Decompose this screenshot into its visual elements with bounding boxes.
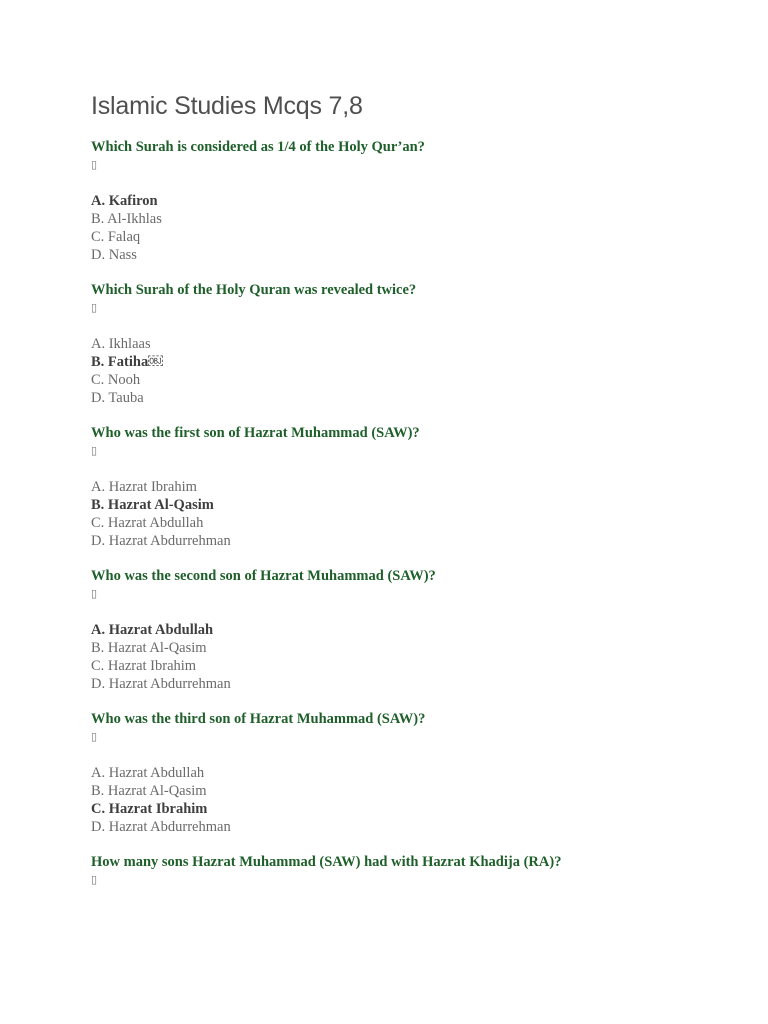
answer-options bbox=[91, 764, 425, 836]
question-text: Which Surah is considered as 1/4 of the Holy Qur’an? bbox=[91, 139, 425, 155]
answer-option: D. Tauba bbox=[91, 390, 144, 406]
answer-option: A. Hazrat Ibrahim bbox=[91, 479, 197, 495]
answer-options bbox=[91, 478, 420, 550]
mcq-item bbox=[91, 424, 420, 550]
answer-options bbox=[91, 192, 425, 264]
placeholder-box-icon: ▯ bbox=[91, 587, 98, 600]
correct-answer-option: C. Hazrat Ibrahim bbox=[91, 801, 208, 817]
mcq-item bbox=[91, 567, 436, 693]
placeholder-box-icon: ▯ bbox=[91, 301, 98, 314]
placeholder-box-icon: ▯ bbox=[91, 730, 98, 743]
placeholder-box-icon: ▯ bbox=[91, 873, 98, 886]
answer-option: C. Falaq bbox=[91, 229, 141, 245]
answer-option: D. Hazrat Abdurrehman bbox=[91, 819, 231, 835]
answer-option: D. Hazrat Abdurrehman bbox=[91, 533, 231, 549]
answer-option: A. Hazrat Abdullah bbox=[91, 765, 205, 781]
answer-option: B. Hazrat Al-Qasim bbox=[91, 640, 207, 656]
answer-options bbox=[91, 621, 436, 693]
answer-option: A. Ikhlaas bbox=[91, 336, 151, 352]
answer-option: C. Hazrat Abdullah bbox=[91, 515, 204, 531]
answer-option: C. Hazrat Ibrahim bbox=[91, 658, 197, 674]
document-page bbox=[91, 90, 731, 886]
mcq-item bbox=[91, 138, 425, 264]
question-text: Who was the second son of Hazrat Muhammad (SAW)? bbox=[91, 568, 436, 584]
placeholder-box-icon: ▯ bbox=[91, 444, 98, 457]
mcq-item bbox=[91, 281, 416, 407]
answer-option: B. Al-Ikhlas bbox=[91, 211, 162, 227]
question-text: Which Surah of the Holy Quran was revealed twice? bbox=[91, 282, 417, 298]
correct-answer-option: B. Fatiha￼ bbox=[91, 354, 163, 370]
answer-option: D. Nass bbox=[91, 247, 137, 263]
correct-answer-option: A. Kafiron bbox=[91, 193, 158, 209]
answer-option: C. Nooh bbox=[91, 372, 141, 388]
answer-option: D. Hazrat Abdurrehman bbox=[91, 676, 231, 692]
mcq-item bbox=[91, 710, 425, 836]
answer-option: B. Hazrat Al-Qasim bbox=[91, 783, 207, 799]
question-text: Who was the third son of Hazrat Muhammad (SAW)? bbox=[91, 711, 426, 727]
answer-options bbox=[91, 335, 416, 407]
question-text: Who was the first son of Hazrat Muhammad (SAW)? bbox=[91, 425, 420, 441]
correct-answer-option: B. Hazrat Al-Qasim bbox=[91, 497, 214, 513]
placeholder-box-icon: ▯ bbox=[91, 158, 98, 171]
correct-answer-option: A. Hazrat Abdullah bbox=[91, 622, 214, 638]
question-text: How many sons Hazrat Muhammad (SAW) had with Hazrat Khadija (RA)? bbox=[91, 854, 562, 870]
document-title: Islamic Studies Mcqs 7,8 bbox=[91, 92, 363, 120]
mcq-item bbox=[91, 853, 561, 889]
